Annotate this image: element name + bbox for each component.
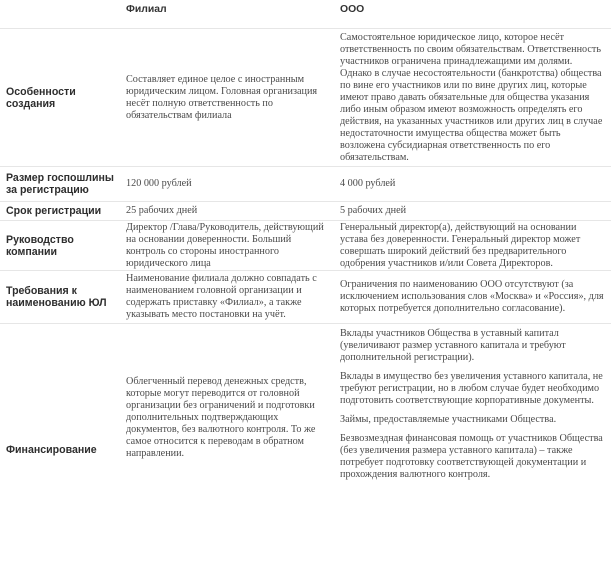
cell-text: Самостоятельное юридическое лицо, которое несёт ответственность по своим обязательствам. Ответственность участников ограничена принадлежащими им долями. Однако в случае несостоятельности (банкротства) общества по вине его участников или по вине других лиц, которые имеют право давать обязательные для общества указания либо иным образом имеют возможность определять его действия, на указанных участников или других лиц в случае недостаточности имущества общества может быть возложена субсидиарная ответственность по его обязательствам.	[340, 32, 605, 164]
cell-text: Ограничения по наименованию ООО отсутствуют (за исключением использования слов «Москва» и «Россия», для которых потребуется дополнительно согласование).	[340, 279, 605, 315]
cell-text: 120 000 рублей	[126, 178, 328, 190]
cell-ooo-management	[334, 221, 611, 271]
cell-filial-management	[120, 221, 334, 271]
table-row	[0, 202, 611, 221]
cell-paragraph: Займы, предоставляемые участниками Общества.	[340, 414, 605, 426]
row-label-features: Особенности создания	[0, 29, 120, 167]
row-label-term: Срок регистрации	[0, 202, 120, 221]
cell-ooo-naming	[334, 271, 611, 324]
cell-filial-financing	[120, 324, 334, 575]
row-label-management: Руководство компании	[0, 221, 120, 271]
table-row	[0, 271, 611, 324]
cell-text: 4 000 рублей	[340, 178, 605, 190]
cell-filial-features	[120, 29, 334, 167]
cell-text: Наименование филиала должно совпадать с наименованием головной организации и содержать приставку «Филиал», а также указывать место постановки на учёт.	[126, 273, 328, 321]
cell-ooo-fee	[334, 167, 611, 202]
header-ooo: ООО	[334, 0, 611, 29]
cell-paragraph: Вклады участников Общества в уставный капитал (увеличивают размер уставного капитала и требуют дополнительной регистрации).	[340, 328, 605, 364]
table-row	[0, 29, 611, 167]
cell-paragraph: Вклады в имущество без увеличения уставного капитала, не требуют регистрации, но в любом случае будет необходимо подготовить соответствующие корпоративные документы.	[340, 371, 605, 407]
header-filial: Филиал	[120, 0, 334, 29]
cell-text: 5 рабочих дней	[340, 205, 605, 217]
row-label-financing: Финансирование	[0, 324, 120, 575]
cell-ooo-features	[334, 29, 611, 167]
cell-ooo-financing	[334, 324, 611, 575]
cell-text: 25 рабочих дней	[126, 205, 328, 217]
cell-text: Облегченный перевод денежных средств, которые могут переводится от головной организации без ограничений и подготовки дополнительных подтверждающих документов, без валютного контроля. То же самое относится к переводам в обратном направлении.	[126, 376, 328, 460]
cell-ooo-term	[334, 202, 611, 221]
cell-text: Генеральный директор(а), действующий на основании устава без доверенности. Генеральный директор может совершать широкий действий без предварительного одобрения участников и/или Совета Директоров.	[340, 222, 605, 270]
cell-text: Директор /Глава/Руководитель, действующий на основании доверенности. Больший контроль со стороны иностранного юридического лица	[126, 222, 328, 270]
table-row	[0, 221, 611, 271]
cell-paragraph: Безвозмездная финансовая помощь от участников Общества (без увеличения размера уставного капитала) – также потребует подготовку соответствующей документации и прохождения валютного контроля.	[340, 433, 605, 481]
header-empty	[0, 0, 120, 29]
cell-filial-term	[120, 202, 334, 221]
table-header-row	[0, 0, 611, 29]
cell-filial-fee	[120, 167, 334, 202]
cell-text: Составляет единое целое с иностранным юридическим лицом. Головная организация несёт полную ответственность по обязательствам филиала	[126, 74, 328, 122]
table-row	[0, 324, 611, 575]
row-label-fee: Размер госпошлины за регистрацию	[0, 167, 120, 202]
row-label-naming: Требования к наименованию ЮЛ	[0, 271, 120, 324]
cell-filial-naming	[120, 271, 334, 324]
table-row	[0, 167, 611, 202]
